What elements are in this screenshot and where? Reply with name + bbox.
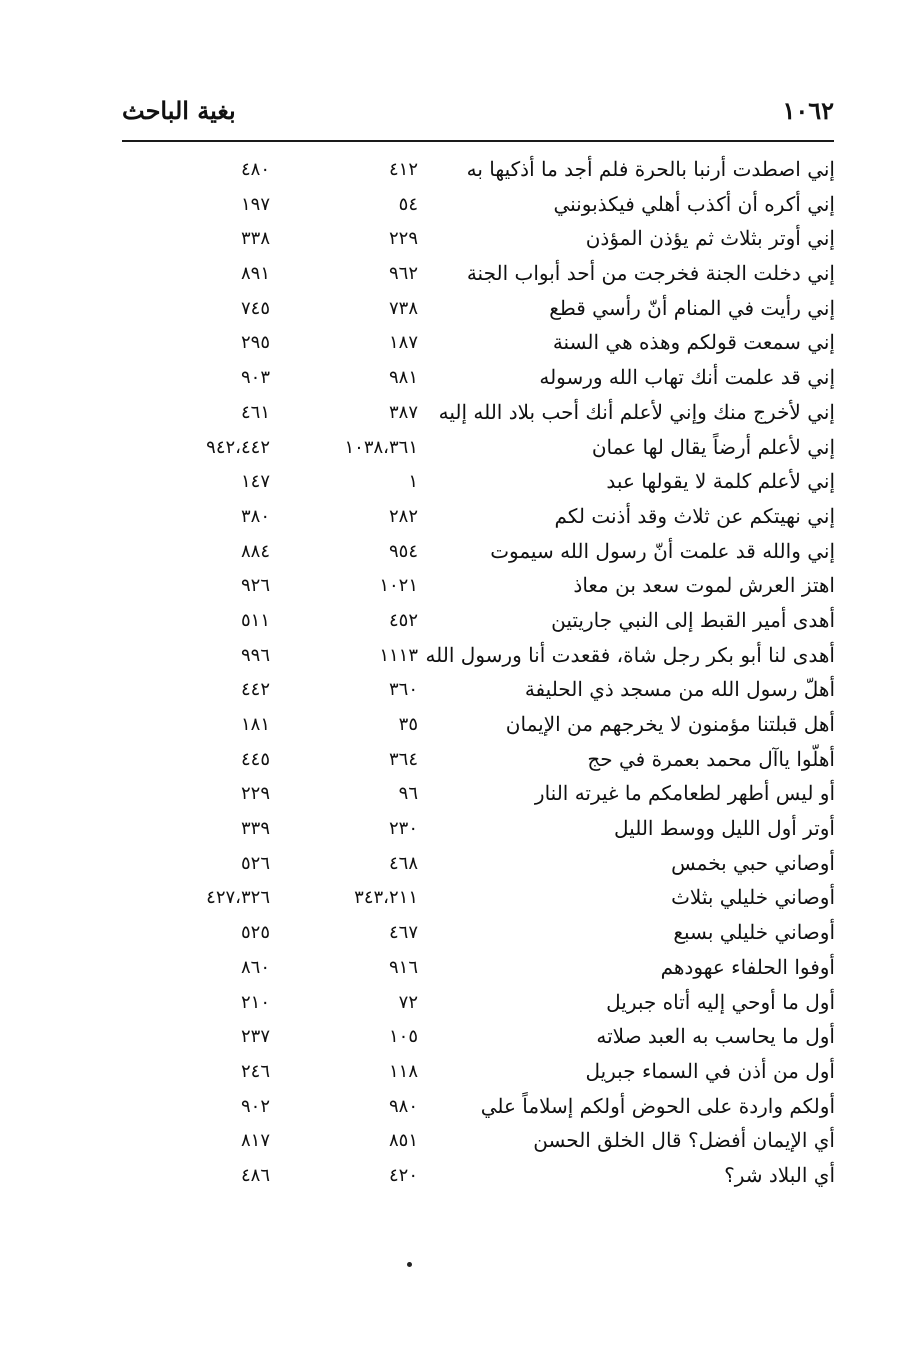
reference-number-1: ٧٢ [398, 991, 418, 1013]
reference-number-2: ١٨١ [240, 714, 270, 735]
reference-number-2: ٩٠٢ [240, 1095, 270, 1117]
table-row [0, 849, 921, 884]
reference-number-1: ٨٥١ [388, 1130, 418, 1152]
reference-number-1: ١ [408, 471, 418, 493]
reference-number-1: ٤٢٠ [388, 1164, 418, 1186]
hadith-text: إني لأعلم كلمة لا يقولها عبد [606, 469, 835, 494]
hadith-text: إني أوتر بثلاث ثم يؤذن المؤذن [585, 226, 835, 251]
reference-number-2: ١٩٧ [240, 193, 270, 215]
page-dot [407, 1262, 412, 1267]
reference-number-1: ٢٣٠ [388, 818, 418, 840]
table-row [0, 1161, 921, 1196]
hadith-text: إني قد علمت أنك تهاب الله ورسوله [539, 365, 835, 390]
reference-number-2: ٩٢٦ [240, 575, 270, 597]
reference-number-2: ٢٤٦ [240, 1060, 270, 1082]
table-row [0, 328, 921, 363]
table-row [0, 398, 921, 433]
table-row [0, 641, 921, 676]
reference-number-2: ٨٨٤ [240, 540, 270, 562]
reference-number-1: ١٠٣٨،٣٦١ [344, 436, 418, 458]
hadith-text: أي البلاد شر؟ [724, 1162, 835, 1187]
hadith-text: أهدى أمير القبط إلى النبي جاريتين [551, 607, 835, 632]
page-header [122, 92, 834, 132]
hadith-text: أول من أذن في السماء جبريل [585, 1058, 835, 1083]
table-row [0, 537, 921, 572]
reference-number-2: ٢٢٩ [240, 783, 270, 805]
reference-number-2: ٤٨٠ [240, 159, 270, 180]
table-row [0, 1126, 921, 1161]
hadith-text: أوصاني خليلي بثلاث [671, 885, 835, 910]
reference-number-1: ٣٨٧ [388, 401, 418, 423]
reference-number-2: ٥٢٦ [240, 852, 270, 874]
table-row [0, 1092, 921, 1127]
header-rule [122, 140, 834, 142]
reference-number-1: ٩٦٢ [388, 263, 418, 285]
reference-number-1: ٣٤٣،٢١١ [354, 887, 418, 909]
hadith-text: أوصاني خليلي بسبع [673, 920, 835, 945]
hadith-text: أوتر أول الليل ووسط الليل [614, 816, 835, 841]
index-table [0, 155, 921, 1196]
reference-number-2: ٤٤٢ [240, 679, 270, 701]
reference-number-2: ٤٤٥ [240, 748, 270, 770]
hadith-text: إني لأعلم أرضاً يقال لها عمان [591, 434, 835, 459]
hadith-text: إني نهيتكم عن ثلاث وقد أذنت لكم [554, 503, 835, 528]
table-row [0, 814, 921, 849]
table-row [0, 883, 921, 918]
hadith-text: أهلّ رسول الله من مسجد ذي الحليفة [524, 677, 835, 702]
table-row [0, 710, 921, 745]
table-row [0, 433, 921, 468]
reference-number-2: ٨٩١ [240, 263, 270, 285]
table-row [0, 675, 921, 710]
reference-number-2: ٩٠٣ [240, 367, 270, 389]
reference-number-1: ٩٦ [398, 783, 418, 805]
hadith-text: أوفوا الحلفاء عهودهم [660, 954, 835, 979]
reference-number-2: ٢٩٥ [240, 332, 270, 354]
hadith-text: إني لأخرج منك وإني لأعلم أنك أحب بلاد الله إليه [438, 399, 835, 424]
reference-number-1: ٤١٢ [388, 159, 418, 180]
hadith-text: أو ليس أطهر لطعامكم ما غيرته النار [534, 781, 835, 806]
reference-number-2: ٨٦٠ [240, 956, 270, 978]
reference-number-2: ٤٢٧،٣٢٦ [206, 887, 270, 909]
reference-number-2: ٩٩٦ [240, 644, 270, 666]
hadith-text: أهل قبلتنا مؤمنون لا يخرجهم من الإيمان [505, 712, 835, 736]
reference-number-1: ١٠٢١ [379, 575, 418, 597]
reference-number-1: ٥٤ [398, 193, 418, 215]
hadith-text: إني رأيت في المنام أنّ رأسي قطع [549, 295, 835, 320]
reference-number-2: ٣٣٨ [240, 228, 270, 250]
reference-number-2: ٤٦١ [240, 401, 270, 423]
reference-number-1: ٤٥٢ [388, 609, 418, 631]
reference-number-1: ٤٦٧ [388, 922, 418, 944]
hadith-text: أول ما أوحي إليه أتاه جبريل [606, 989, 835, 1014]
reference-number-2: ١٤٧ [240, 471, 270, 493]
table-row [0, 467, 921, 502]
hadith-text: أهدى لنا أبو بكر رجل شاة، فقعدت أنا ورسول الله [425, 642, 835, 667]
hadith-text: أي الإيمان أفضل؟ قال الخلق الحسن [533, 1128, 835, 1153]
book-title: بغية الباحث [122, 96, 236, 125]
table-row [0, 606, 921, 641]
table-row [0, 155, 921, 190]
hadith-text: أوصاني حبي بخمس [671, 850, 835, 875]
table-row [0, 502, 921, 537]
reference-number-2: ٢٣٧ [240, 1026, 270, 1048]
reference-number-1: ٩١٦ [388, 956, 418, 978]
table-row [0, 259, 921, 294]
reference-number-1: ٣٥ [398, 714, 418, 735]
reference-number-2: ٣٣٩ [240, 818, 270, 840]
reference-number-1: ١٨٧ [388, 332, 418, 354]
reference-number-1: ٣٦٠ [388, 679, 418, 701]
table-row [0, 918, 921, 953]
hadith-text: أهلّوا ياآل محمد بعمرة في حج [587, 746, 835, 771]
reference-number-2: ٥٢٥ [240, 922, 270, 944]
table-row [0, 1057, 921, 1092]
reference-number-2: ٥١١ [240, 609, 270, 631]
table-row [0, 988, 921, 1023]
hadith-text: إني اصطدت أرنبا بالحرة فلم أجد ما أذكيها به [466, 157, 835, 181]
reference-number-1: ٧٣٨ [388, 297, 418, 319]
reference-number-2: ٩٤٢،٤٤٢ [206, 436, 270, 458]
hadith-text: إني دخلت الجنة فخرجت من أحد أبواب الجنة [466, 261, 835, 286]
hadith-text: إني أكره أن أكذب أهلي فيكذبونني [553, 191, 835, 216]
reference-number-1: ١٠٥ [388, 1026, 418, 1048]
hadith-text: إني سمعت قولكم وهذه هي السنة [552, 330, 835, 355]
reference-number-1: ١١١٣ [379, 644, 418, 666]
page-number: ١٠٦٢ [782, 96, 834, 125]
reference-number-1: ٢٢٩ [388, 228, 418, 250]
reference-number-2: ٢١٠ [240, 991, 270, 1013]
table-row [0, 745, 921, 780]
table-row [0, 294, 921, 329]
table-row [0, 363, 921, 398]
table-row [0, 190, 921, 225]
table-row [0, 953, 921, 988]
reference-number-1: ٣٦٤ [388, 748, 418, 770]
reference-number-1: ٤٦٨ [388, 852, 418, 874]
hadith-text: اهتز العرش لموت سعد بن معاذ [573, 573, 835, 598]
reference-number-1: ٢٨٢ [388, 505, 418, 527]
reference-number-1: ٩٨٠ [388, 1095, 418, 1117]
reference-number-1: ٩٥٤ [388, 540, 418, 562]
hadith-text: أولكم واردة على الحوض أولكم إسلاماً علي [480, 1093, 835, 1118]
reference-number-2: ٨١٧ [240, 1130, 270, 1152]
hadith-text: أول ما يحاسب به العبد صلاته [596, 1024, 835, 1049]
reference-number-2: ٣٨٠ [240, 505, 270, 527]
table-row [0, 224, 921, 259]
table-row [0, 779, 921, 814]
hadith-text: إني والله قد علمت أنّ رسول الله سيموت [490, 538, 835, 563]
reference-number-2: ٤٨٦ [240, 1164, 270, 1186]
reference-number-1: ١١٨ [388, 1060, 418, 1082]
table-row [0, 571, 921, 606]
table-row [0, 1022, 921, 1057]
reference-number-1: ٩٨١ [388, 367, 418, 389]
reference-number-2: ٧٤٥ [240, 297, 270, 319]
